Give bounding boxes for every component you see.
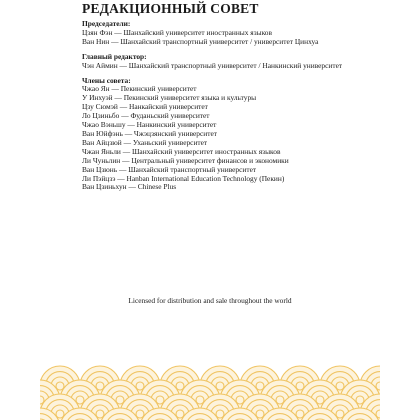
member-line: Чжан Яньли — Шанхайский университет иностранных языков: [82, 146, 281, 156]
chief-editor-line: Чэн Аймин — Шанхайский транспортный университет / Нанкинский университет: [82, 60, 343, 70]
members-section: [82, 77, 382, 193]
member-line: Чжао Ян — Пекинский университет: [82, 84, 197, 94]
member-line: Ли Пэйцзэ — Hanban International Education Technology (Пекин): [82, 173, 285, 183]
member-line: Ван Айцзюй — Уханьский университет: [82, 137, 208, 147]
chair-line: Ван Нин — Шанхайский транспортный университет / университет Цинхуа: [82, 36, 319, 46]
member-line: Цзу Сюмэй — Нанкайский университет: [82, 102, 208, 112]
chairs-section: [82, 20, 382, 47]
member-line: Ло Цзиньбо — Фуданьский университет: [82, 111, 210, 121]
chair-line: Цзян Фэн — Шанхайский университет иностранных языков: [82, 27, 272, 37]
editorial-board-text: [82, 20, 382, 198]
wave-pattern-decoration: [40, 360, 380, 420]
member-line: Ли Чуньлин — Центральный университет финансов и экономики: [82, 155, 289, 165]
chief-editor-section: [82, 53, 382, 71]
license-notice: Licensed for distribution and sale throughout the world: [128, 296, 292, 305]
chairs-heading: Председатели:: [82, 19, 131, 28]
member-line: Ван Юйфэнь — Чжэцзянский университет: [82, 128, 217, 138]
member-line: Чжао Вэньшу — Нанкинский университет: [82, 120, 217, 130]
chief-editor-heading: Главный редактор:: [82, 51, 147, 61]
member-line: Ван Цзиньхун — Chinese Plus: [82, 182, 177, 192]
member-line: Ван Цзюнь — Шанхайский транспортный университет: [82, 164, 257, 174]
member-line: У Инхуэй — Пекинский университет языка и культуры: [82, 93, 257, 103]
page-title: РЕДАКЦИОННЫЙ СОВЕТ: [82, 1, 259, 16]
members-heading: Члены совета:: [82, 75, 131, 85]
